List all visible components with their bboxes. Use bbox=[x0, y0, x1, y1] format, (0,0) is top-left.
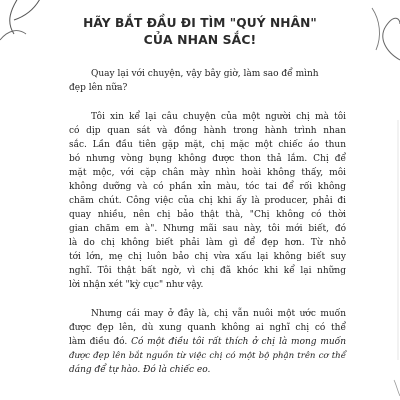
paragraph-3-italic-line: dáng để tự hào. Đó là chiếc eo. bbox=[69, 365, 211, 375]
paragraph-2-line: có dịp quan sát và đồng hành trong hành trình nhan bbox=[69, 126, 346, 136]
paragraph-1-line: đẹp lên nữa? bbox=[69, 83, 128, 93]
paragraph-2-line: bó nhưng vòng bụng không được thon thả lắm. Chị để bbox=[69, 154, 346, 164]
paragraph-2-line: Tôi xin kể lại câu chuyện của một người chị mà tôi bbox=[91, 112, 346, 122]
paragraph-2-line: sắc. Lần đầu tiên gặp mặt, chị mặc một chiếc áo thun bbox=[69, 140, 346, 150]
paragraph-2-line: tới lớn, mẹ chị luôn bảo chị vừa xấu lại không biết suy bbox=[69, 252, 346, 262]
paragraph-2-line: là do chị không biết phải làm gì để đẹp hơn. Từ nhỏ bbox=[69, 238, 346, 248]
heading-line-2: CỦA NHAN SẮC! bbox=[143, 32, 257, 47]
paragraph-3-line: được đẹp lên, dù xung quanh không ai nghĩ chị có thể bbox=[69, 323, 346, 333]
paragraph-1-line: Quay lại với chuyện, vậy bây giờ, làm sao để mình bbox=[91, 69, 319, 79]
paragraph-2-line: nghĩ. Tôi thật bất ngờ, vì chị đã khóc khi kể lại những bbox=[69, 266, 346, 276]
paragraph-2-line: gian chăm em à". Nhưng mãi sau này, tôi mới biết, đó bbox=[69, 224, 346, 234]
paragraph-3-line bbox=[69, 336, 346, 348]
paragraph-3-italic: Có một điều tôi rất thích ở chị là mong muốn bbox=[131, 337, 346, 347]
paragraph-3-text: làm điều đó. bbox=[69, 337, 128, 347]
paragraph-3-italic-line: được đẹp lên bắt nguồn từ việc chị có một bộ phận trên cơ thể bbox=[69, 351, 346, 361]
paragraph-2-line: không dưỡng và có phần xỉn màu, tóc tai để rối không bbox=[69, 182, 346, 192]
paragraph-2-line: quay nhiều, nên chị bảo thật thà, "Chị không có thời bbox=[69, 210, 346, 220]
heading-line-1: HÃY BẮT ĐẦU ĐI TÌM "QUÝ NHÂN" bbox=[83, 16, 317, 30]
paragraph-2-line: mặt mộc, với cặp chân mày nhìn hoài không thấy, môi bbox=[69, 168, 346, 178]
paragraph-3-line: Nhưng cái may ở đây là, chị vẫn nuôi một ước muốn bbox=[91, 309, 346, 319]
paragraph-2-line: lời nhận xét "kỳ cục" như vậy. bbox=[69, 280, 204, 290]
paragraph-2-line: chăm chút. Công việc của chị khi ấy là producer, phải đi bbox=[69, 196, 346, 206]
